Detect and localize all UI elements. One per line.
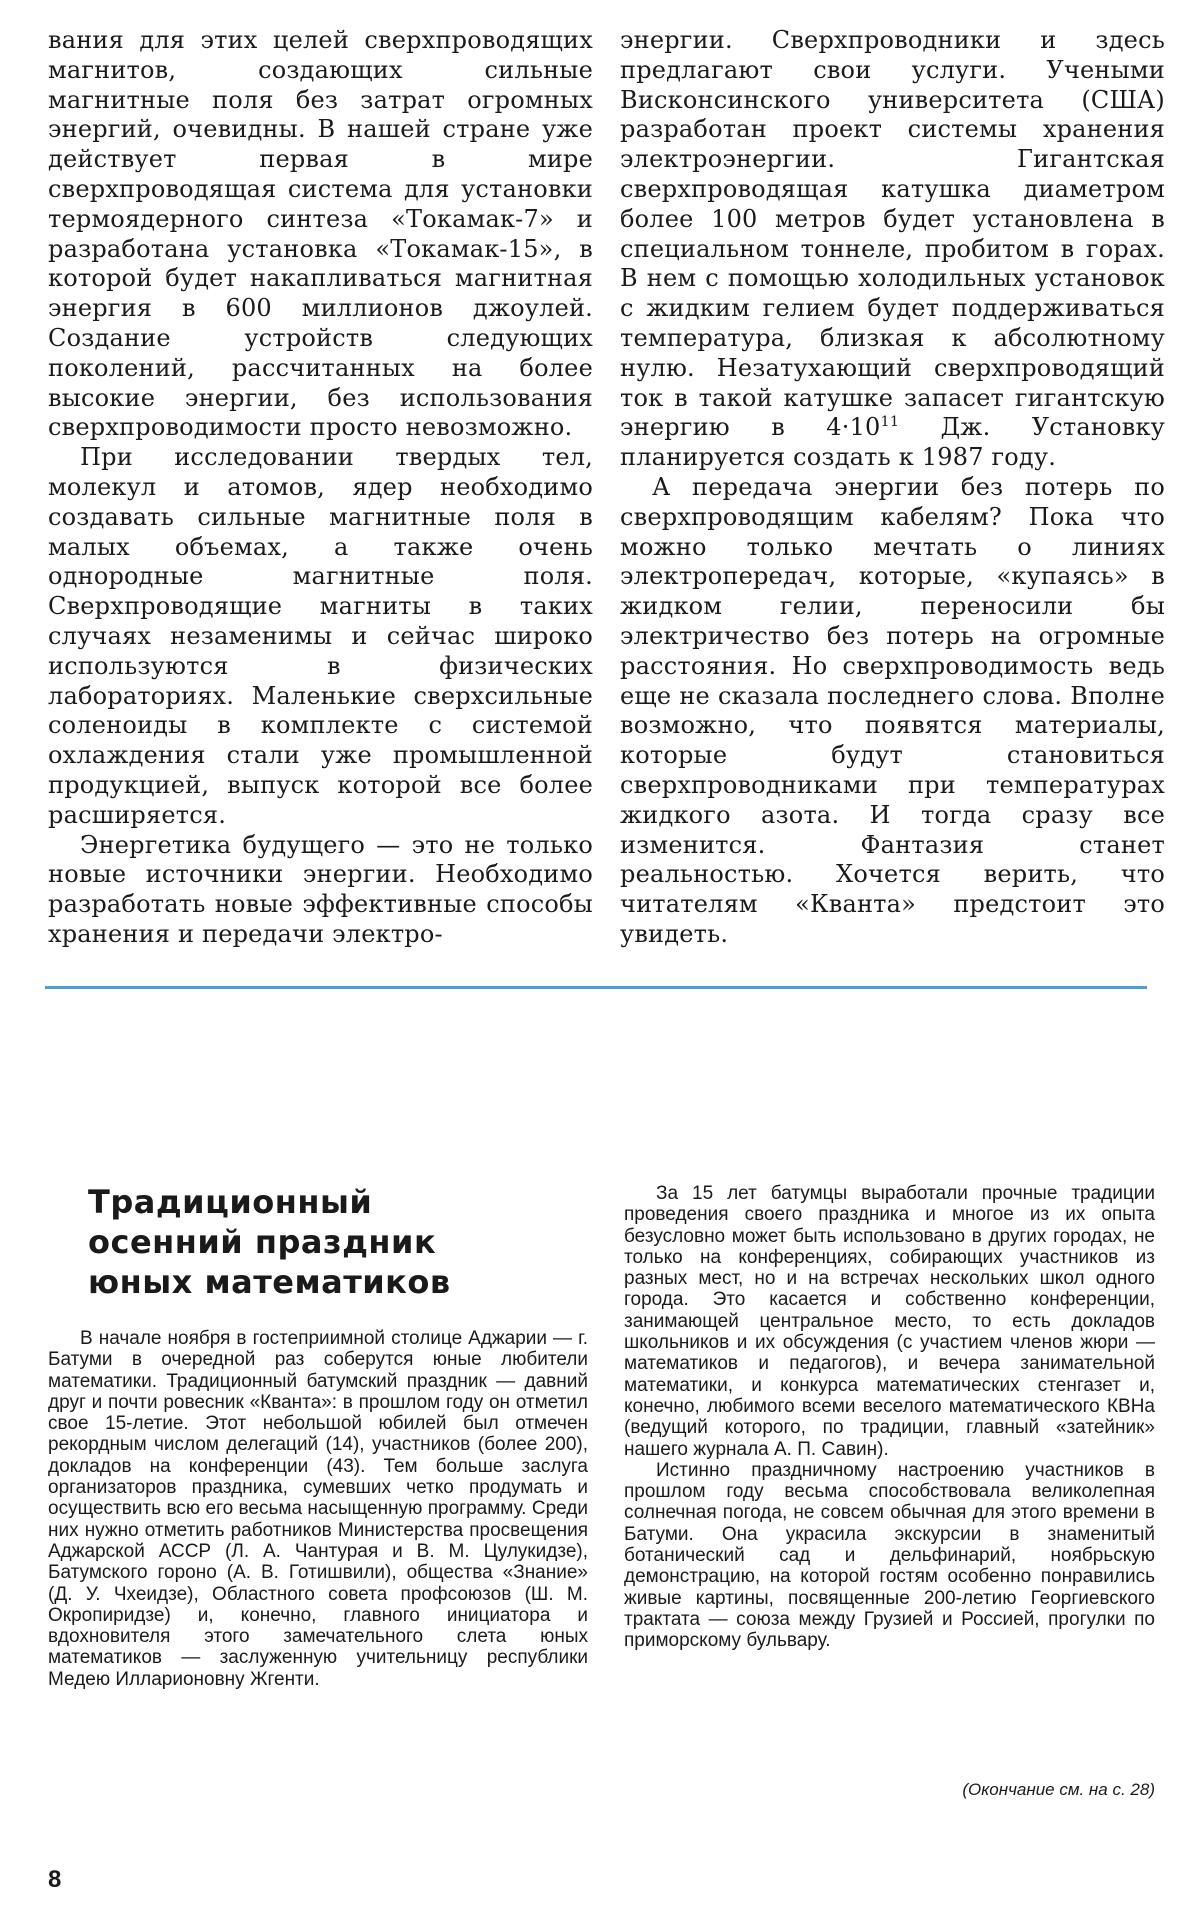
top-left-paragraph-3: Энергетика будущего — это не только новые источники энергии. Необходимо разработать новые эффективные способы хранения и передачи электро- (48, 830, 593, 948)
article-right-column (624, 1183, 1155, 1652)
top-right-paragraph-1 (620, 26, 1165, 473)
energy-text-after: Дж. Установку планируется создать к 1987 году. (620, 413, 1165, 472)
top-left-paragraph-1: вания для этих целей сверхпроводящих магнитов, создающих сильные магнитные поля без затрат огромных энергий, очевидны. В нашей стране уже действует первая в мире сверхпроводящая система для установки термоядерного синтеза «Токамак-7» и разработана установка «Токамак-15», в которой будет накапливаться магнитная энергия в 600 миллионов джоулей. Создание устройств следующих поколений, рассчитанных на более высокие энергии, без использования сверхпроводимости просто невозможно. (48, 26, 593, 442)
energy-exponent: 11 (880, 414, 900, 431)
top-right-paragraph-2: А передача энергии без потерь по сверхпроводящим кабелям? Пока что можно только мечтать о линиях электропередач, которые, «купаясь» в жидком гелии, переносили бы электричество без потерь на огромные расстояния. Но сверхпроводимость ведь еще не сказала последнего слова. Вполне возможно, что появятся материалы, которые будут становиться сверхпроводниками при температурах жидкого азота. И тогда сразу все изменится. Фантазия станет реальностью. Хочется верить, что читателям «Кванта» предстоит это увидеть. (620, 472, 1165, 948)
article-title-line-2: осенний праздник (88, 1223, 437, 1261)
article-title (88, 1182, 451, 1302)
top-left-column (48, 26, 593, 950)
energy-text-before: энергии. Сверхпроводники и здесь предлагают свои услуги. Учеными Висконсинского университета (США) разработан проект системы хранения электроэнергии. Гигантская сверхпроводящая катушка диаметром более 100 метров будет установлена в специальном тоннеле, пробитом в горах. В нем с помощью холодильных установок с жидким гелием будет поддерживаться температура, близкая к абсолютному нулю. Незатухающий сверхпроводящий ток в такой катушке запасет гигантскую энергию в 4·10 (620, 26, 1165, 442)
article-right-paragraph-1: За 15 лет батумцы выработали прочные традиции проведения своего праздника и многое из их опыта безусловно может быть использовано в других городах, не только на конференциях, собирающих участников из разных мест, но и на встречах нескольких школ одного города. Это касается и собственно конференции, занимающей центральное место, то есть докладов школьников и их обсуждения (с участием членов жюри — математиков и педагогов), и вечера занимательной математики, и конкурса математических стенгазет и, конечно, любимого всеми веселого математического КВНа (ведущий которого, по традиции, главный «затейник» нашего журнала А. П. Савин). (624, 1183, 1155, 1460)
article-left-column (48, 1328, 588, 1690)
article-title-line-3: юных математиков (88, 1263, 451, 1301)
continuation-note: (Окончание см. на с. 28) (962, 1780, 1155, 1799)
article-title-line-1: Традиционный (88, 1183, 373, 1221)
article-left-paragraph: В начале ноября в гостеприимной столице Аджарии — г. Батуми в очередной раз соберутся юные любители математики. Традиционный батумский праздник — давний друг и почти ровесник «Кванта»: в прошлом году он отметил свое 15-летие. Этот небольшой юбилей был отмечен рекордным числом делегаций (14), участников (более 200), докладов на конференции (43). Тем больше заслуга организаторов праздника, сумевших четко продумать и осуществить всю его весьма насыщенную программу. Среди них нужно отметить работников Министерства просвещения Аджарской АССР (Л. А. Чантурая и В. М. Цулукидзе), Батумского гороно (А. В. Готишвили), общества «Знание» (Д. У. Чхеидзе), Областного совета профсоюзов (Ш. М. Окропиридзе) и, конечно, главного инициатора и вдохновителя этого замечательного слета юных математиков — заслуженную учительницу республики Медею Илларионовну Жгенти. (48, 1328, 588, 1690)
top-left-paragraph-2: При исследовании твердых тел, молекул и атомов, ядер необходимо создавать сильные магнитные поля в малых объемах, а также очень однородные магнитные поля. Сверхпроводящие магниты в таких случаях незаменимы и сейчас широко используются в физических лабораториях. Маленькие сверхсильные соленоиды в комплекте с системой охлаждения стали уже промышленной продукцией, выпуск которой все более расширяется. (48, 443, 593, 829)
top-right-column (620, 26, 1165, 950)
section-divider (45, 986, 1147, 989)
page-number: 8 (48, 1866, 62, 1893)
article-right-paragraph-2: Истинно праздничному настроению участников в прошлом году весьма способствовала великолепная солнечная погода, не совсем обычная для этого времени в Батуми. Она украсила экскурсии в знаменитый ботанический сад и дельфинарий, ноябрьскую демонстрацию, на которой гостям особенно понравились живые картины, посвященные 200-летию Георгиевского трактата — союза между Грузией и Россией, прогулки по приморскому бульвару. (624, 1459, 1155, 1652)
